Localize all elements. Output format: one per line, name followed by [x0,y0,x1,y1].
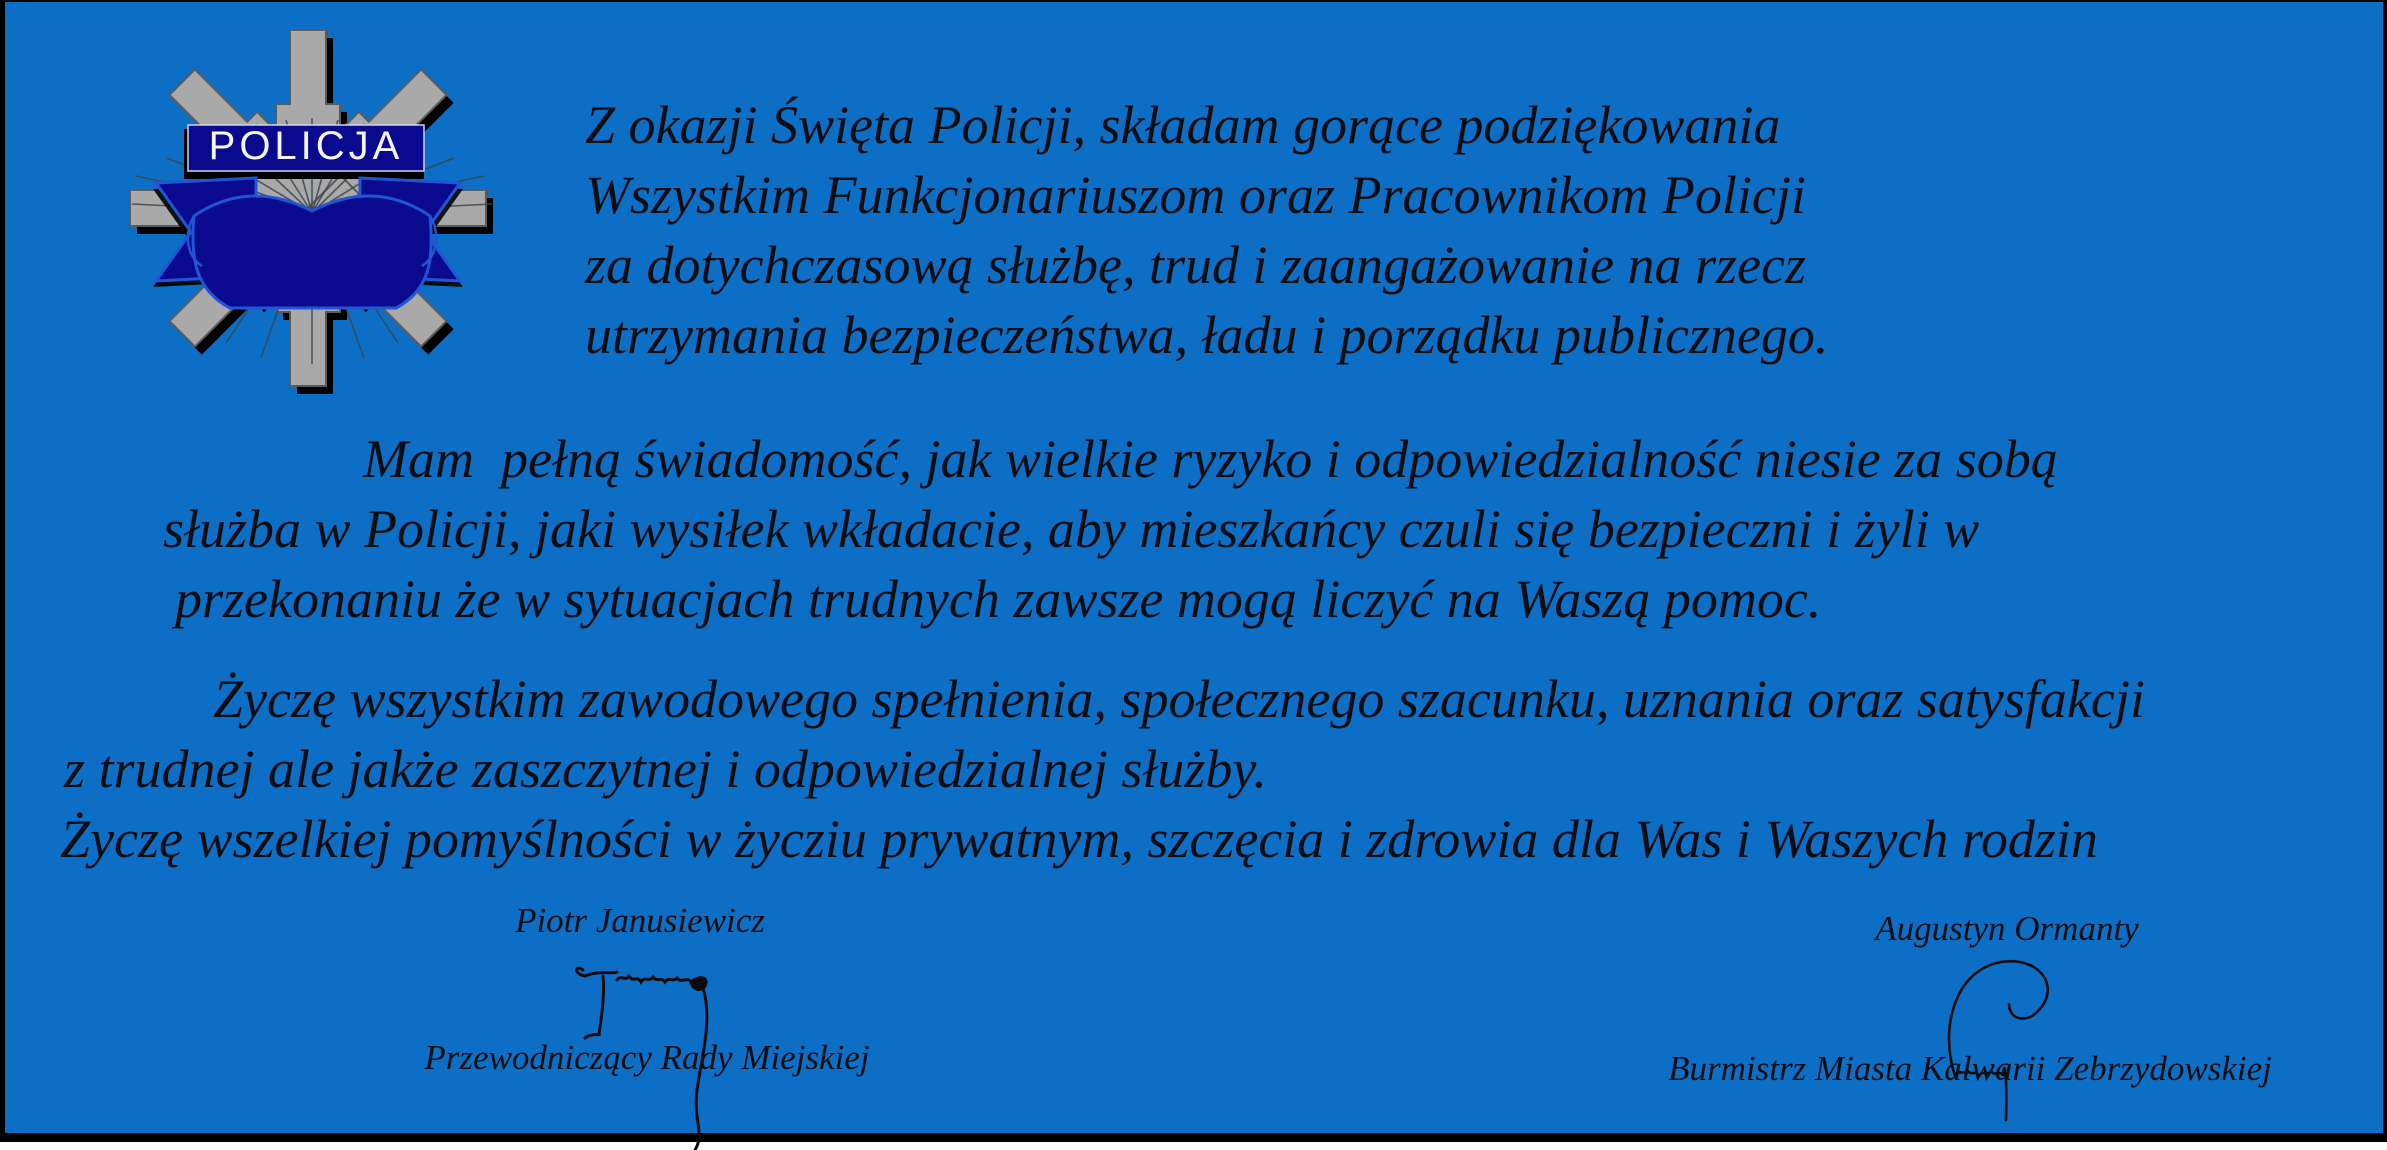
paragraph-line: Życzę wszystkim zawodowego spełnienia, społecznego szacunku, uznania oraz satysfakcji [213,669,2145,729]
signatory-left-name: Piotr Janusiewicz [515,901,765,940]
paragraph-line: za dotychczasową służbę, trud i zaangażowanie na rzecz [585,235,1806,295]
policja-badge-icon [96,8,528,408]
paragraph-thanks [585,90,2185,370]
paragraph-line: Życzę wszelkiej pomyślności w życziu prywatnym, szczęcia i zdrowia dla Was i Waszych rodzin [60,809,2098,869]
paragraph-line: służba w Policji, jaki wysiłek wkładacie, aby mieszkańcy czuli się bezpieczni i żyli w [163,499,1980,559]
signature-right-icon [1925,948,2085,1135]
signatory-left-title: Przewodniczący Rady Miejskiej [424,1038,870,1077]
ribbon-scroll [193,196,431,308]
paragraph-wishes [60,664,2370,874]
paragraph-line: Z okazji Święta Policji, składam gorące podziękowania [585,95,1781,155]
policja-banner-label: POLICJA [208,124,404,168]
signatory-right-name: Augustyn Ormanty [1875,909,2139,948]
signatory-right-title: Burmistrz Miasta Kalwarii Zebrzydowskiej [1668,1049,2272,1088]
paragraph-line: przekonaniu że w sytuacjach trudnych zawsze mogą liczyć na Waszą pomoc. [175,569,1822,629]
paragraph-awareness [163,424,2343,634]
paragraph-line: utrzymania bezpieczeństwa, ładu i porządku publicznego. [585,305,1829,365]
paragraph-line: Wszystkim Funkcjonariuszom oraz Pracownikom Policji [585,165,1806,225]
paragraph-line: Mam pełną świadomość, jak wielkie ryzyko i odpowiedzialność niesie za sobą [363,429,2058,489]
paragraph-line: z trudnej ale jakże zaszczytnej i odpowiedzialnej służby. [64,739,1267,799]
